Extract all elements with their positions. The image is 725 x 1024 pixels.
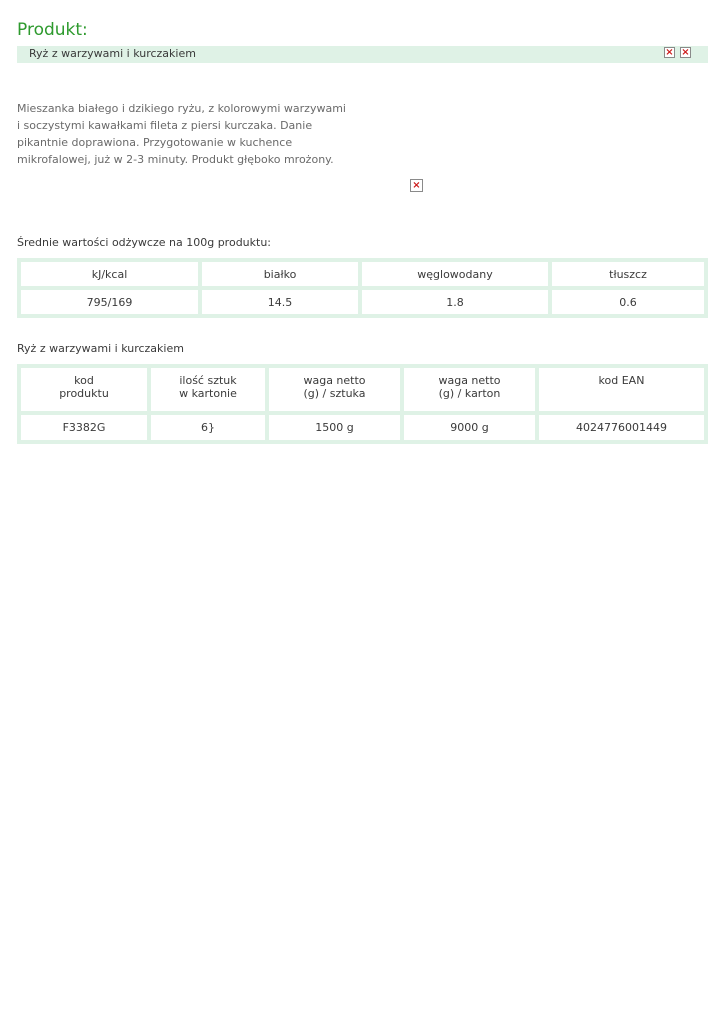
table-cell: 6} — [151, 415, 265, 440]
nutrition-table — [17, 258, 708, 318]
nutrition-label: Średnie wartości odżywcze na 100g produktu: — [17, 236, 272, 249]
broken-image-icon: × — [681, 47, 690, 58]
product-name: Ryż z warzywami i kurczakiem — [29, 47, 196, 60]
table-cell: F3382G — [21, 415, 147, 440]
table-cell: 1500 g — [269, 415, 400, 440]
table-header-cell: tłuszcz — [552, 262, 704, 286]
table-header-row — [21, 368, 704, 411]
table-cell: 9000 g — [404, 415, 535, 440]
broken-image-icon: × — [410, 179, 423, 192]
product-name-bar — [17, 46, 708, 63]
table-header-cell: kod produktu — [21, 368, 147, 411]
broken-image-icon: × — [665, 47, 674, 58]
packaging-table — [17, 364, 708, 444]
table-header-cell: białko — [202, 262, 358, 286]
table-cell: 14.5 — [202, 290, 358, 314]
table-header-cell: kJ/kcal — [21, 262, 198, 286]
page-heading: Produkt: — [17, 20, 88, 40]
table-cell: 1.8 — [362, 290, 548, 314]
table-header-cell: waga netto (g) / sztuka — [269, 368, 400, 411]
table-cell: 0.6 — [552, 290, 704, 314]
table-row — [21, 290, 704, 314]
table-cell: 4024776001449 — [539, 415, 704, 440]
packaging-label: Ryż z warzywami i kurczakiem — [17, 342, 184, 355]
table-header-cell: węglowodany — [362, 262, 548, 286]
table-header-cell: ilość sztuk w kartonie — [151, 368, 265, 411]
table-header-cell: waga netto (g) / karton — [404, 368, 535, 411]
table-header-row — [21, 262, 704, 286]
product-description: Mieszanka białego i dzikiego ryżu, z kolorowymi warzywami i soczystymi kawałkami fileta z piersi kurczaka. Danie pikantnie doprawiona. Przygotowanie w kuchence mikrofalowej, już w 2-3 minuty. Produkt głęboko mrożony. — [17, 102, 346, 166]
table-cell: 795/169 — [21, 290, 198, 314]
table-row — [21, 415, 704, 440]
table-header-cell: kod EAN — [539, 368, 704, 411]
